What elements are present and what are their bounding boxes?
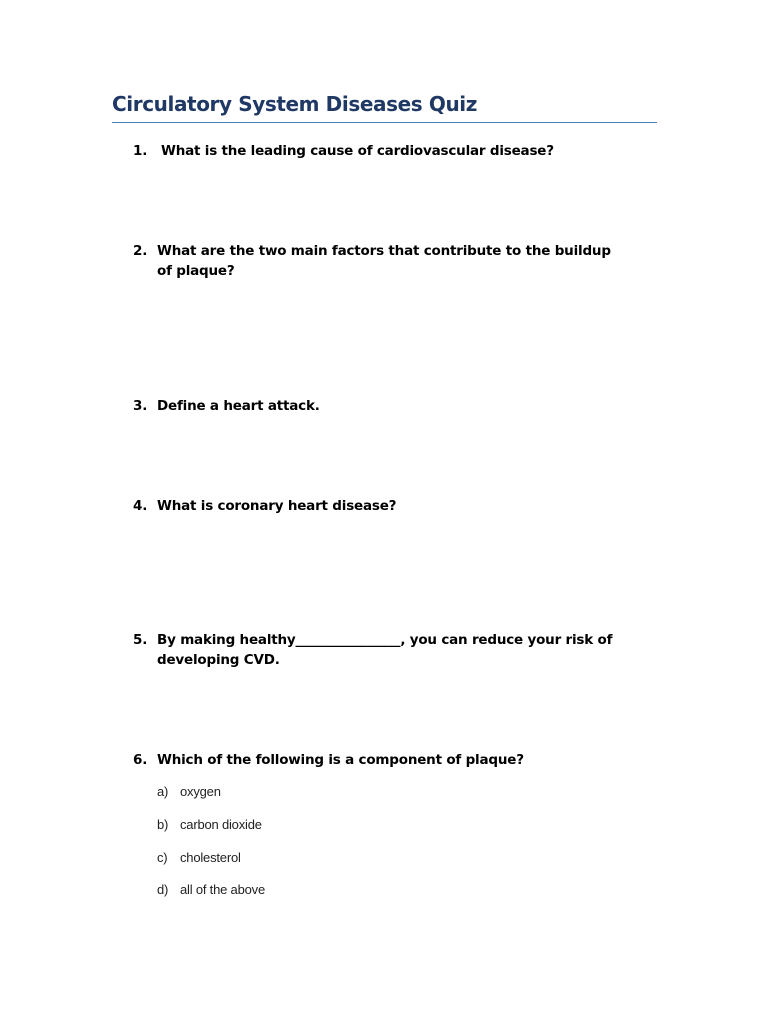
question-1 <box>133 141 633 161</box>
option-text: carbon dioxide <box>180 817 262 832</box>
question-text: Define a heart attack. <box>157 398 320 414</box>
question-text: What is the leading cause of cardiovascular disease? <box>161 143 554 159</box>
question-text: What is coronary heart disease? <box>157 498 397 514</box>
question-number: 3. <box>133 398 148 414</box>
answer-option-c <box>157 849 241 867</box>
option-letter: c) <box>157 850 168 865</box>
option-text: oxygen <box>180 784 221 799</box>
question-number: 4. <box>133 498 148 514</box>
answer-option-d <box>157 881 265 899</box>
question-number: 2. <box>133 243 148 259</box>
answer-option-a <box>157 783 221 801</box>
question-2 <box>133 241 613 281</box>
question-number: 6. <box>133 752 148 768</box>
title-underline <box>112 122 657 123</box>
question-text: By making healthy________________, you can reduce your risk of developing CVD. <box>157 632 613 668</box>
question-text: Which of the following is a component of plaque? <box>157 752 524 768</box>
option-letter: b) <box>157 817 169 832</box>
answer-option-b <box>157 816 262 834</box>
question-6 <box>133 750 633 770</box>
option-text: cholesterol <box>180 850 241 865</box>
question-3 <box>133 396 633 416</box>
question-text: What are the two main factors that contribute to the buildup of plaque? <box>157 243 611 279</box>
option-letter: a) <box>157 784 169 799</box>
option-text: all of the above <box>180 882 265 897</box>
option-letter: d) <box>157 882 169 897</box>
question-5 <box>133 630 623 670</box>
question-4 <box>133 496 633 516</box>
question-number: 5. <box>133 632 148 648</box>
question-number: 1. <box>133 143 148 159</box>
page-title: Circulatory System Diseases Quiz <box>112 92 477 116</box>
